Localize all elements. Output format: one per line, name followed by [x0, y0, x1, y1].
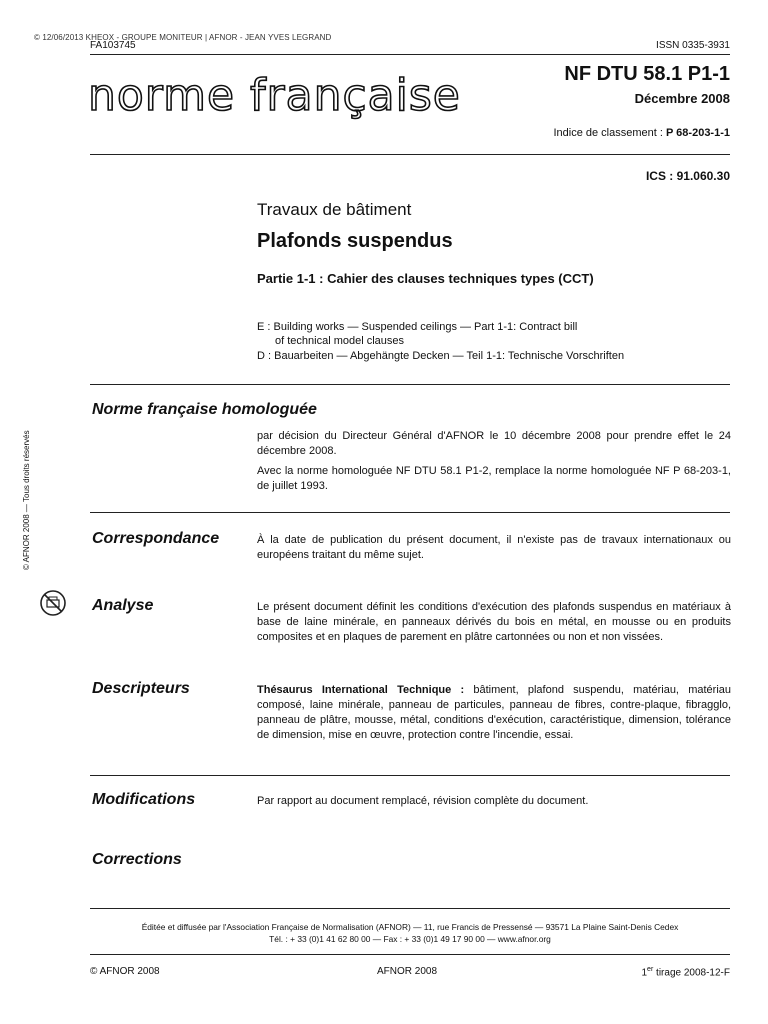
header-rule	[90, 154, 730, 155]
footer-rule	[90, 908, 730, 909]
document-title: Plafonds suspendus	[257, 230, 453, 252]
document-domain: Travaux de bâtiment	[257, 200, 412, 219]
printing-suffix: er	[647, 966, 654, 973]
publisher-address: Éditée et diffusée par l'Association Française de Normalisation (AFNOR) — 11, rue Francis de Pressensé — 93571 La Plaine Saint-Denis Cedex	[141, 922, 679, 932]
ics-code: ICS : 91.060.30	[645, 169, 730, 183]
side-copyright-notice	[16, 400, 80, 630]
descripteurs-terms: bâtiment, plafond suspendu, matériau, matériau composé, laine minérale, panneau de particules, panneau de fibres, contre-plaque, fibragglo, panneau de plâtre, mousse, métal, conditions d'exécution, caractéristique, dimension, tolérance de dimension, mise en œuvre, protection contre l'incendie, essai.	[257, 684, 732, 741]
publisher-contact: Tél. : + 33 (0)1 41 62 80 00 — Fax : + 33 (0)1 49 17 90 00 — www.afnor.org	[269, 934, 551, 944]
section-heading-analyse: Analyse	[92, 597, 154, 614]
translation-german: D : Bauarbeiten — Abgehängte Decken — Teil 1-1: Technische Vorschriften	[257, 350, 625, 362]
footer-center: AFNOR 2008	[377, 966, 438, 977]
section-heading-correspondance: Correspondance	[92, 530, 220, 547]
no-photocopy-icon	[38, 588, 68, 618]
document-reference: FA103745	[90, 40, 136, 51]
publication-date: Décembre 2008	[634, 91, 730, 106]
printing-text: tirage 2008-12-F	[653, 967, 730, 979]
section-rule-2	[90, 512, 730, 513]
bottom-rule	[90, 954, 730, 955]
watermark-line: © 12/06/2013 KHEOX - GROUPE MONITEUR | AFNOR - JEAN YVES LEGRAND	[34, 33, 332, 42]
side-copyright-text: © AFNOR 2008 — Tous droits réservés	[22, 430, 31, 570]
section-rule-1	[90, 384, 730, 385]
classification-label: Indice de classement :	[553, 127, 663, 139]
section-text-homologuee	[257, 429, 731, 499]
classification-index	[553, 127, 730, 139]
homologuee-paragraph-2: Avec la norme homologuée NF DTU 58.1 P1-2, remplace la norme homologuée NF P 68-203-1, de juillet 1993.	[257, 465, 731, 492]
issn: ISSN 0335-3931	[656, 40, 730, 51]
standard-number: NF DTU 58.1 P1-1	[564, 63, 730, 85]
section-text-descripteurs	[257, 683, 731, 743]
section-heading-homologuee: Norme française homologuée	[92, 401, 317, 418]
translation-english-line1: E : Building works — Suspended ceilings — Part 1-1: Contract bill	[257, 321, 578, 333]
section-rule-3	[90, 775, 730, 776]
section-heading-descripteurs: Descripteurs	[92, 680, 190, 697]
brand-logo-text: norme française	[88, 70, 461, 121]
printing-number: 1	[641, 967, 648, 979]
section-text-analyse: Le présent document définit les conditions d'exécution des plafonds suspendus en matériaux à base de laine minérale, en panneaux dérivés du bois en métal, en mousse ou en produits composites et en plaques de parement en plâtre cartonnées ou non et non vissées.	[257, 601, 731, 643]
translation-english	[257, 320, 727, 348]
classification-value: P 68-203-1-1	[665, 127, 730, 139]
section-heading-modifications: Modifications	[92, 791, 196, 808]
section-text-correspondance: À la date de publication du présent document, il n'existe pas de travaux internationaux ou européens traitant du même sujet.	[257, 534, 731, 561]
footer-copyright: © AFNOR 2008	[90, 966, 160, 977]
footer-printing	[641, 966, 730, 978]
homologuee-paragraph-1: par décision du Directeur Général d'AFNOR le 10 décembre 2008 pour prendre effet le 24 décembre 2008.	[257, 430, 731, 457]
document-part: Partie 1-1 : Cahier des clauses techniques types (CCT)	[257, 271, 594, 286]
section-text-modifications: Par rapport au document remplacé, révision complète du document.	[257, 795, 589, 807]
section-heading-corrections: Corrections	[92, 851, 182, 868]
top-rule	[90, 54, 730, 55]
translation-english-line2: of technical model clauses	[275, 335, 405, 347]
publisher-info	[90, 921, 730, 945]
descripteurs-label: Thésaurus International Technique :	[257, 684, 465, 696]
